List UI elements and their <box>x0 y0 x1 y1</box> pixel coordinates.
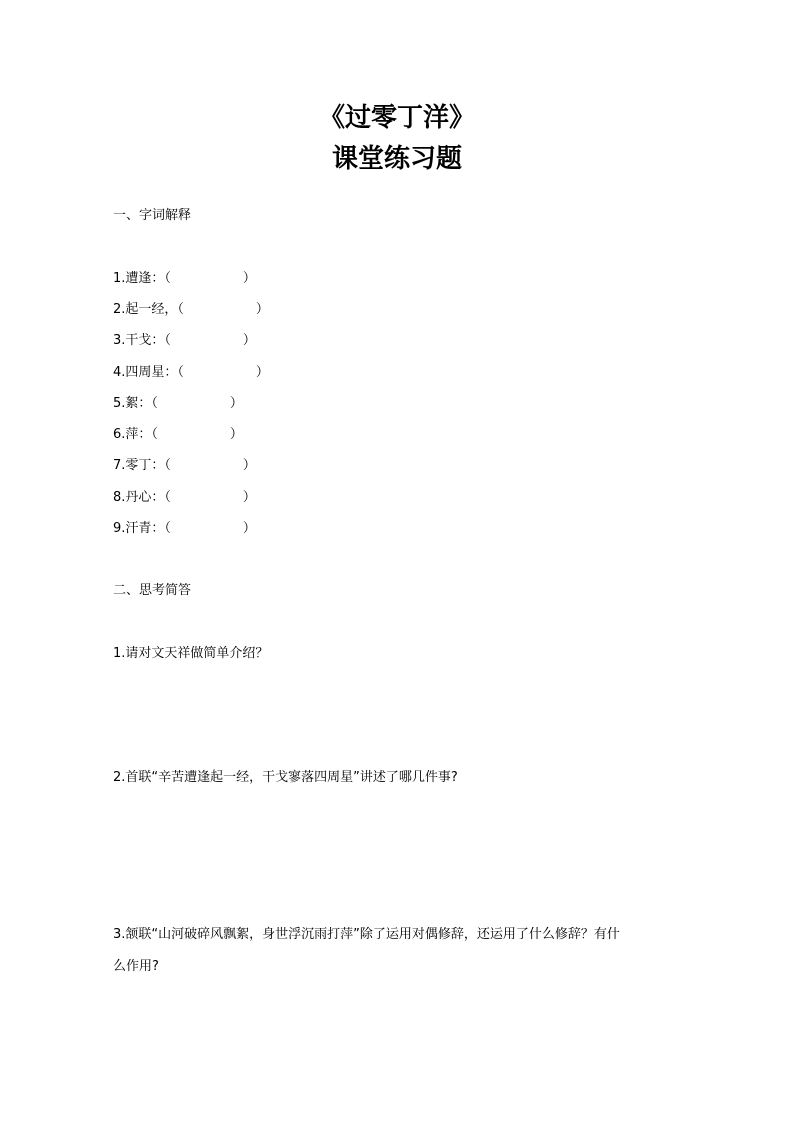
vocab-term: 5.絮： <box>113 396 152 411</box>
answer-blank-open: （ <box>177 302 184 317</box>
answer-blank-close: ） <box>255 365 269 380</box>
vocab-term: 1.遭逢： <box>113 271 165 286</box>
answer-blank-close: ） <box>242 490 256 505</box>
vocab-term: 2.起一经， <box>113 302 178 317</box>
answer-blank-close: ） <box>255 302 269 317</box>
answer-blank-close: ） <box>229 427 243 442</box>
question-1: 1.请对文天祥做简单介绍？ <box>113 646 269 661</box>
vocab-item <box>113 457 256 475</box>
answer-blank-open: （ <box>151 427 158 442</box>
vocab-item <box>113 332 256 350</box>
answer-blank-close: ） <box>242 521 256 536</box>
document-subtitle: 课堂练习题 <box>331 144 462 174</box>
question-3-line2: 么作用? <box>113 959 159 974</box>
answer-blank-open: （ <box>164 271 171 286</box>
answer-blank-open: （ <box>164 333 171 348</box>
answer-blank-close: ） <box>242 271 256 286</box>
question-3-line1: 3.颔联“山河破碎风飘絮，身世浮沉雨打萍”除了运用对偶修辞，还运用了什么修辞？有什 <box>113 927 620 942</box>
vocab-item <box>113 395 243 413</box>
vocab-term: 7.零丁： <box>113 458 165 473</box>
vocab-item <box>113 364 269 382</box>
vocab-term: 3.干戈： <box>113 333 165 348</box>
answer-blank-close: ） <box>242 333 256 348</box>
answer-blank-open: （ <box>164 458 171 473</box>
vocab-item <box>113 426 243 444</box>
vocab-term: 6.萍： <box>113 427 152 442</box>
answer-blank-open: （ <box>164 490 171 505</box>
vocab-term: 4.四周星： <box>113 365 178 380</box>
answer-blank-open: （ <box>151 396 158 411</box>
vocab-term: 9.汗青： <box>113 521 165 536</box>
section1-heading: 一、字词解释 <box>113 208 192 223</box>
section2-heading: 二、思考简答 <box>113 583 192 598</box>
vocab-item <box>113 489 256 507</box>
vocab-term: 8.丹心： <box>113 490 165 505</box>
vocab-item <box>113 301 269 319</box>
vocab-item <box>113 270 256 288</box>
answer-blank-close: ） <box>229 396 243 411</box>
document-title: 《过零丁洋》 <box>318 103 475 133</box>
answer-blank-open: （ <box>177 365 184 380</box>
vocab-item <box>113 520 256 538</box>
answer-blank-close: ） <box>242 458 256 473</box>
question-2: 2.首联“辛苦遭逢起一经，干戈寥落四周星”讲述了哪几件事? <box>113 770 458 785</box>
answer-blank-open: （ <box>164 521 171 536</box>
